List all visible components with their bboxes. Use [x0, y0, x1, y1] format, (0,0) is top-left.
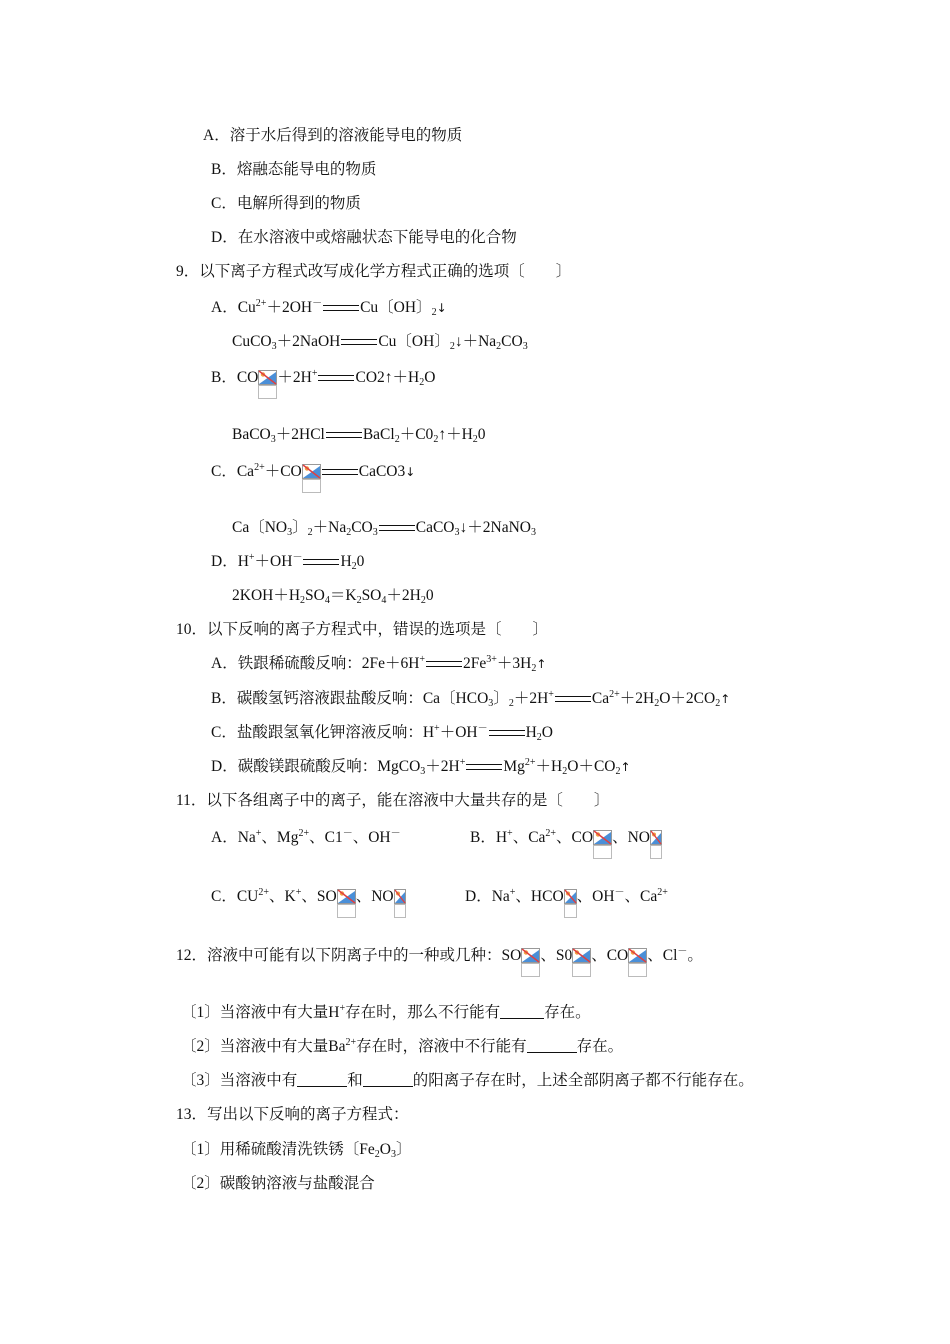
- equals-sign: [323, 305, 359, 311]
- broken-image-icon: [521, 946, 540, 964]
- q8-option-d: D．在水溶液中或熔融状态下能导电的化合物: [211, 229, 517, 246]
- equals-sign: [555, 696, 591, 702]
- q13-sub-1: 〔1〕用稀硫酸清洗铁锈〔$Fe_2O_3$〕: [181, 1141, 412, 1160]
- broken-image-icon: [593, 828, 612, 846]
- broken-image-icon: [337, 887, 356, 905]
- q11-stem: 11．以下各组离子中的离子，能在溶液中大量共存的是〔 〕: [176, 792, 610, 809]
- answer-blank[interactable]: [363, 1072, 413, 1087]
- q8-option-a: A．溶于水后得到的溶液能导电的物质: [203, 127, 463, 144]
- q11-option-d: D．Na+、HCO 、OH－、$Ca^{2+}$: [465, 887, 668, 907]
- q10-option-b: B．碳酸氢钙溶液跟盐酸反响：Ca〔$HCO_3$〕$_2$＋2H+ $Ca^{2+}+2H_2O+2CO_2↑$: [211, 689, 731, 709]
- q10-stem: 10．以下反响的离子方程式中，错误的选项是〔 〕: [176, 621, 549, 638]
- q8-option-b: B．熔融态能导电的物质: [211, 161, 377, 178]
- q10-option-c: C．盐酸跟氢氧化钾溶液反响：H+＋OH－ $H_2O$: [211, 723, 553, 743]
- q10-option-d: D．碳酸镁跟硫酸反响：MgCO$_3$＋2H+ $Mg^{2+}+H_2O+CO_2↑$: [211, 757, 631, 777]
- q8-option-c: C．电解所得到的物质: [211, 195, 361, 212]
- broken-image-icon: [650, 828, 662, 846]
- broken-image-icon: [564, 887, 577, 905]
- broken-image-icon: [258, 368, 277, 386]
- equals-sign: [489, 730, 525, 736]
- q9-option-b-ionic: B．CO ＋2H+ $CO2↑+H_2O$: [211, 368, 435, 388]
- q9-option-d-chemical: $2KOH+H_2SO_4=K_2SO_4+2H_20$: [232, 587, 434, 606]
- equals-sign: [303, 559, 339, 565]
- answer-blank[interactable]: [500, 1004, 544, 1019]
- q12-stem: 12．溶液中可能有以下阴离子中的一种或几种：SO 、S0 、CO 、Cl－。: [176, 946, 703, 966]
- broken-image-icon: [628, 946, 647, 964]
- q13-sub-2: 〔2〕碳酸钠溶液与盐酸混合: [181, 1175, 375, 1192]
- q11-option-a: A．Na+、$Mg^{2+}$、C1－、OH－: [211, 828, 401, 846]
- q11-option-c: C．$CU^{2+}$、K+、SO 、NO: [211, 887, 406, 907]
- q9-option-a-chemical: CuCO$_3$＋2NaOH Cu〔OH〕$_2↓+Na_2CO_3$: [232, 333, 528, 352]
- equals-sign: [326, 432, 362, 438]
- q10-option-a: A．铁跟稀硫酸反响：2Fe＋6H+ $2Fe^{3+}+3H_2↑$: [211, 654, 547, 674]
- equals-sign: [466, 764, 502, 770]
- answer-blank[interactable]: [527, 1038, 577, 1053]
- q9-option-b-chemical: BaCO$_3$＋2HCl $BaCl_2+C0_2↑+H_20$: [232, 426, 486, 445]
- broken-image-icon: [572, 946, 591, 964]
- equals-sign: [322, 469, 358, 475]
- q12-sub-1: 〔1〕当溶液中有大量H+存在时，那么不行能有 存在。: [181, 1003, 591, 1021]
- q9-stem: 9．以下离子方程式改写成化学方程式正确的选项〔 〕: [176, 263, 572, 280]
- equals-sign: [341, 339, 377, 345]
- q9-option-c-chemical: Ca〔$NO_3$〕$_2+Na_2CO_3$ CaCO$_3$↓＋2NaNO$_3$: [232, 519, 536, 538]
- answer-blank[interactable]: [297, 1072, 347, 1087]
- broken-image-icon: [302, 462, 321, 480]
- q12-sub-3: 〔3〕当溶液中有 和 的阳离子存在时，上述全部阴离子都不行能存在。: [181, 1072, 754, 1089]
- q12-sub-2: 〔2〕当溶液中有大量$Ba^{2+}$存在时，溶液中不行能有 存在。: [181, 1037, 624, 1055]
- equals-sign: [379, 525, 415, 531]
- broken-image-icon: [394, 887, 406, 905]
- q9-option-c-ionic: C．$Ca^{2+}+CO$ CaCO3↓: [211, 462, 415, 482]
- q13-stem: 13．写出以下反响的离子方程式：: [176, 1106, 409, 1123]
- q9-option-d-ionic: D．H+＋OH－ $H_20$: [211, 552, 365, 572]
- equals-sign: [318, 375, 354, 381]
- q11-option-b: B．H+、$Ca^{2+}$、CO 、NO: [470, 828, 662, 848]
- q9-option-a-ionic: A．$Cu^{2+}+2OH^-$ Cu〔OH〕$_2$↓: [211, 298, 447, 318]
- equals-sign: [426, 661, 462, 667]
